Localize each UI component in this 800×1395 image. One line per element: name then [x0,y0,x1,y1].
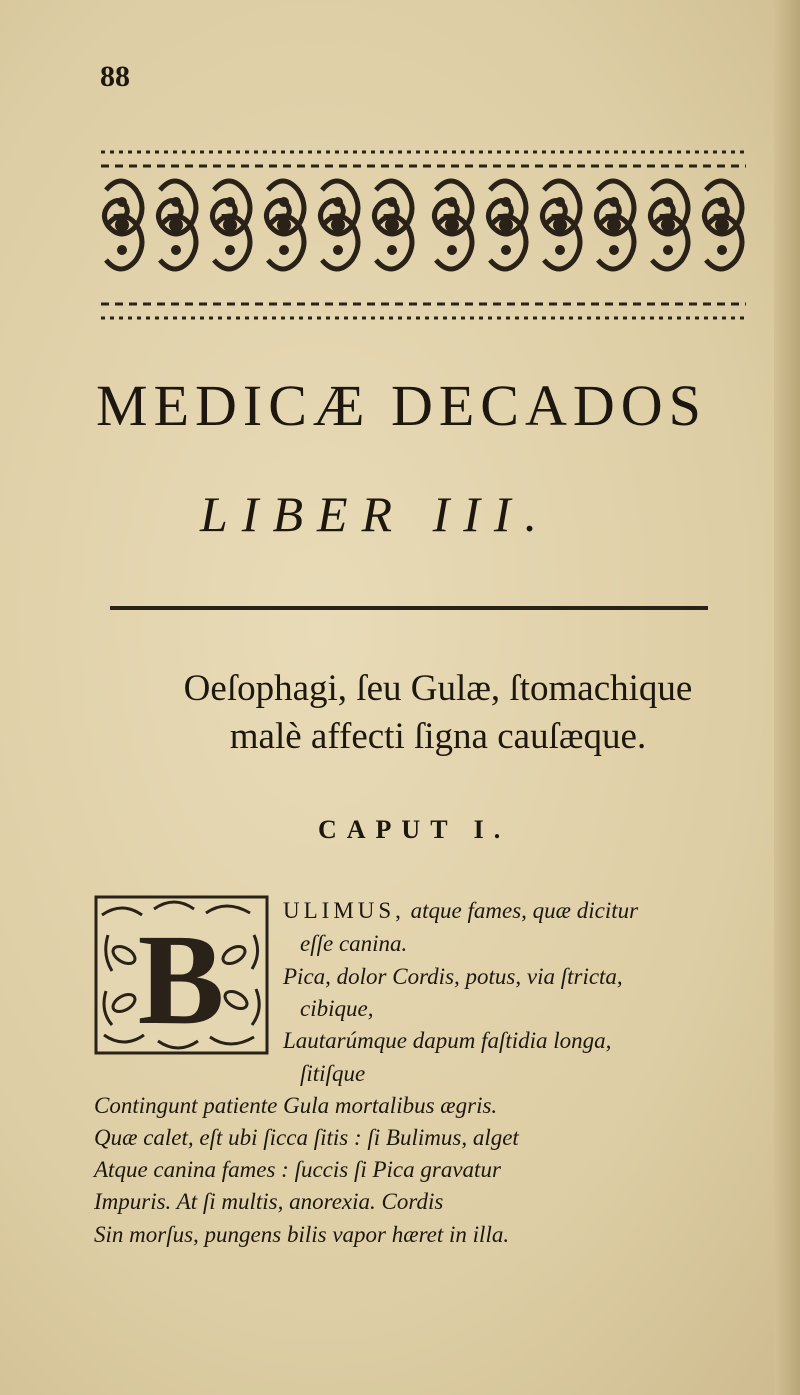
verse-line-10: Impuris. At ſi multis, anorexia. Cordis [94,1189,444,1214]
headpiece-ornament [96,140,751,330]
verse-line-1-caps: ULIMUS, [283,898,405,923]
verse-line-11: Sin morſus, pungens bilis vapor hæret in illa. [94,1222,510,1247]
book-subtitle: LIBER III. [200,486,552,542]
verse-line-6: ſitiſque [300,1061,366,1086]
decorated-initial [94,895,269,1055]
verse-line-8: Quæ calet, eſt ubi ſicca ſitis : ſi Bulimus, alget [94,1125,519,1150]
chapter-heading [108,665,768,761]
verse-line-9: Atque canina fames : ſuccis ſi Pica gravatur [94,1157,501,1182]
page-edge [774,0,800,1395]
verse-line-1-rest: atque fames, quæ dicitur [404,898,639,923]
book-title: MEDICÆ DECADOS [96,373,707,438]
verse-line-2: eſſe canina. [300,931,408,956]
initial-letter: B [137,908,225,1052]
chapter-number: CAPUT I. [318,815,511,844]
verse-line-1 [283,898,638,924]
verse-line-5: Lautarúmque dapum faſtidia longa, [283,1028,612,1053]
page-number: 88 [100,60,130,93]
horizontal-rule [110,606,708,610]
verse-line-7: Contingunt patiente Gula mortalibus ægris. [94,1093,498,1118]
chapter-heading-line-1: Oeſophagi, ſeu Gulæ, ſtomachique [183,668,693,709]
verse-line-4: cibique, [300,996,374,1021]
verse-line-3: Pica, dolor Cordis, potus, via ſtricta, [283,964,623,989]
chapter-heading-line-2: malè affecti ſigna cauſæque. [229,716,647,757]
